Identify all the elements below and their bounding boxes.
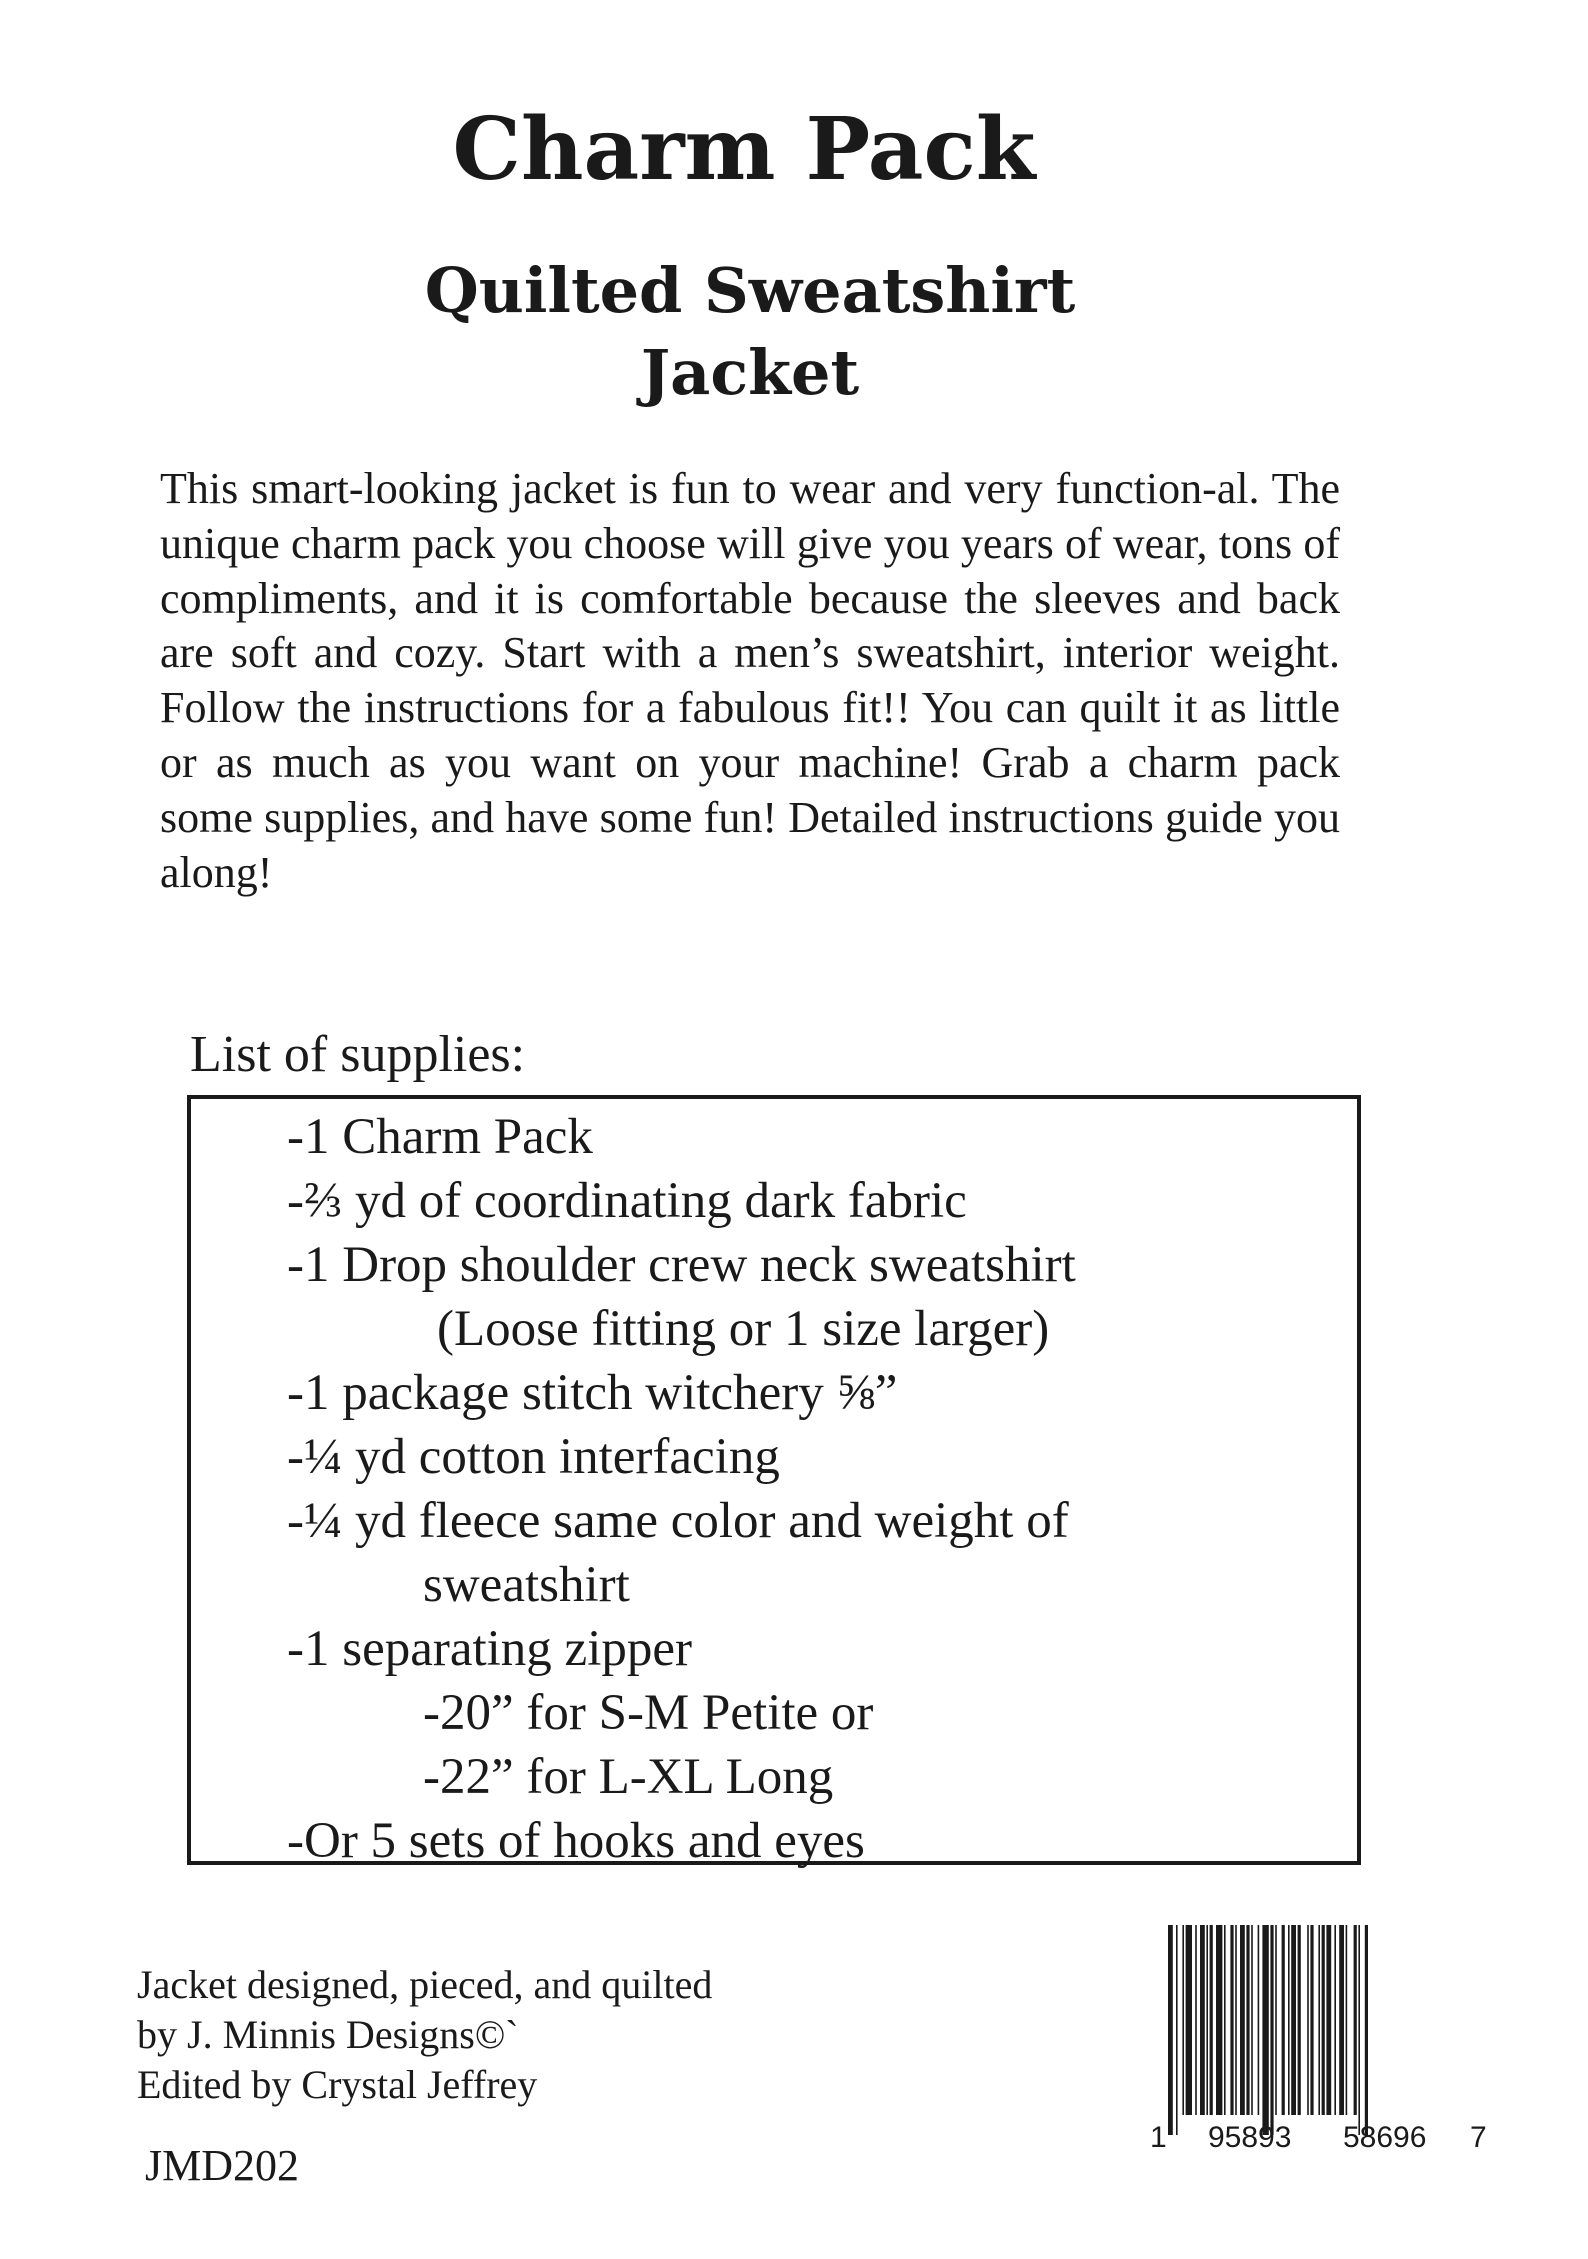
subtitle-line-1: Quilted Sweatshirt [424, 254, 1076, 327]
barcode-bar [1206, 1925, 1208, 2115]
barcode-bar [1322, 1925, 1325, 2115]
barcode-bar [1258, 1925, 1260, 2115]
supply-item-continued: sweatshirt [423, 1557, 630, 1613]
subtitle-line-2: Jacket [640, 336, 860, 409]
barcode-bar [1182, 1925, 1184, 2115]
barcode-bar [1210, 1925, 1213, 2115]
supply-item: -Or 5 sets of hooks and eyes [287, 1813, 865, 1869]
supply-item: -⅔ yd of coordinating dark fabric [287, 1173, 967, 1229]
supply-item-option: -22” for L-XL Long [423, 1749, 834, 1805]
barcode-bar [1365, 1925, 1368, 2135]
barcode-bar [1262, 1925, 1268, 2135]
barcode-bar [1288, 1925, 1290, 2115]
credits-line-2: by J. Minnis Designs©` [137, 2012, 519, 2057]
supply-item: -1 Charm Pack [287, 1109, 593, 1165]
pattern-subtitle [0, 250, 1500, 414]
supply-item: -1 Drop shoulder crew neck sweatshirt [287, 1237, 1076, 1293]
barcode-bar [1326, 1925, 1331, 2115]
barcode-bar [1307, 1925, 1309, 2115]
barcode-bar [1291, 1925, 1296, 2115]
barcode-bar [1176, 1925, 1178, 2135]
supplies-heading: List of supplies: [190, 1026, 526, 1083]
barcode-bar [1240, 1925, 1245, 2115]
barcode-bar [1339, 1925, 1344, 2115]
barcode-bar [1216, 1925, 1222, 2115]
supply-item-note: (Loose fitting or 1 size larger) [437, 1301, 1050, 1357]
barcode-bar [1224, 1925, 1226, 2115]
supply-item: -¼ yd cotton interfacing [287, 1429, 780, 1485]
supply-item: -1 separating zipper [287, 1621, 692, 1677]
barcode-digit-last: 7 [1470, 2121, 1487, 2154]
supplies-list [287, 1105, 1337, 1873]
barcode-bar [1282, 1925, 1285, 2115]
barcode-bar [1298, 1925, 1301, 2115]
barcode-bar [1251, 1925, 1253, 2115]
barcode-bar [1246, 1925, 1249, 2115]
supply-item: -1 package stitch witchery ⅝” [287, 1365, 898, 1421]
barcode-digit-first: 1 [1150, 2121, 1167, 2154]
barcode-bar [1195, 1925, 1197, 2115]
supply-item: -¼ yd fleece same color and weight of [287, 1493, 1069, 1549]
barcode-bar [1275, 1925, 1277, 2115]
barcode-bar [1310, 1925, 1313, 2115]
barcode-bar [1358, 1925, 1360, 2135]
barcode-bar [1346, 1925, 1348, 2115]
barcode-bar [1318, 1925, 1320, 2115]
credits-line-3: Edited by Crystal Jeffrey [137, 2062, 538, 2107]
barcode-bar [1235, 1925, 1237, 2115]
barcode-bar [1200, 1925, 1205, 2115]
barcode-bar [1334, 1925, 1336, 2115]
barcode-group-right: 58696 [1343, 2121, 1427, 2154]
barcode-bar [1168, 1925, 1173, 2135]
credits [137, 1960, 712, 2110]
supply-item-option: -20” for S-M Petite or [423, 1685, 874, 1741]
barcode-bar [1186, 1925, 1192, 2115]
credits-line-1: Jacket designed, pieced, and quilted [137, 1962, 713, 2007]
barcode-bar [1230, 1925, 1233, 2115]
barcode-bar [1354, 1925, 1357, 2115]
barcode-bar [1270, 1925, 1273, 2135]
barcode-group-left: 95893 [1208, 2121, 1292, 2154]
pattern-description: This smart-looking jacket is fun to wear and very function-al. The unique charm pack you choose will give you years of wear, tons of compliments, and it is comfortable because the sleeves and back are soft and cozy. Start with a men’s sweatshirt, interior weight. Follow the instructions for a fabulous fit!! You can quilt it as little or as much as you want on your machine! Grab a charm pack some supplies, and have some fun! Detailed instructions guide you along! [160, 464, 1340, 897]
product-code: JMD202 [145, 2141, 300, 2190]
pattern-title: Charm Pack [452, 99, 1036, 200]
supplies-box [187, 1095, 1361, 1869]
barcode-icon [1150, 1925, 1490, 2165]
